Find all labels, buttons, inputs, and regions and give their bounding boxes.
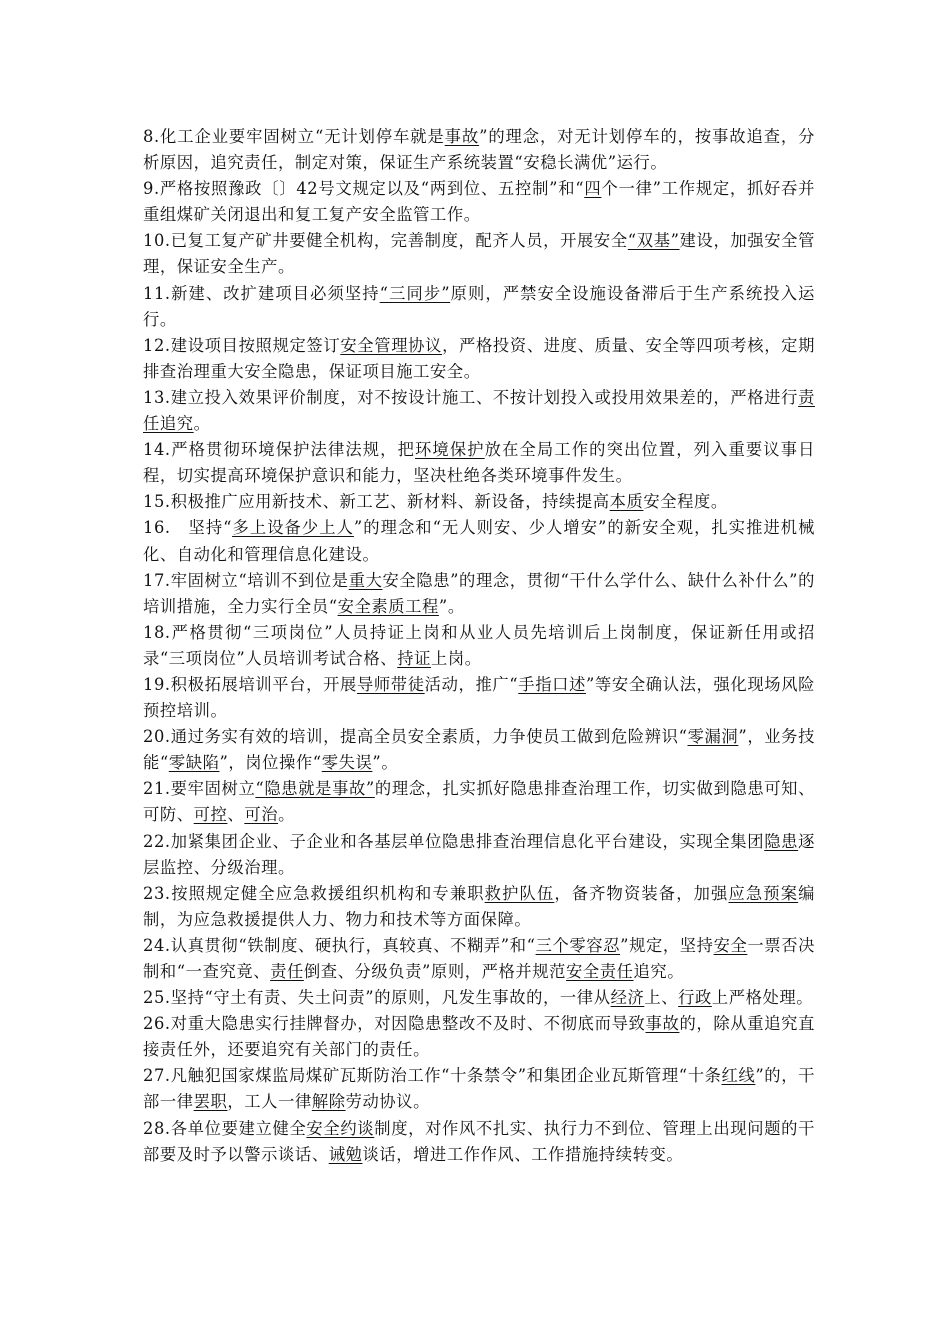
underlined-answer: 安全管理协议 (340, 335, 443, 355)
underlined-answer: 经济 (610, 988, 645, 1008)
list-item (143, 933, 815, 985)
underlined-answer: 事故 (444, 127, 480, 146)
text-segment: 谈话，增进工作作风、工作措施持续转变。 (362, 1144, 684, 1164)
list-item (143, 776, 815, 828)
text-segment: 编制，为应急救援提供人力、物力和技术等方面保障。 (143, 883, 815, 929)
text-segment: 活动，推广“ (424, 674, 519, 694)
list-item (143, 385, 815, 437)
underlined-answer: 安全素质工程 (337, 596, 439, 616)
text-segment: 个一律”工作规定，抓好吞并重组煤矿关闭退出和复工复产安全监管工作。 (143, 179, 816, 225)
list-item (143, 672, 815, 724)
text-segment: 26.对重大隐患实行挂牌督办，对因隐患整改不及时、不彻底而导致 (143, 1014, 646, 1034)
underlined-answer: “隐患就是事故” (255, 779, 375, 799)
text-segment: 逐层监控、分级治理。 (143, 831, 816, 877)
text-segment: 追究。 (633, 962, 685, 981)
underlined-answer: “双基” (627, 231, 680, 251)
underlined-answer: 红线 (721, 1066, 756, 1086)
text-segment: ，工人一律 (227, 1092, 312, 1112)
text-segment: ”规定，坚持 (620, 935, 714, 955)
document-body (143, 124, 815, 1168)
text-segment: ”。 (438, 596, 465, 616)
list-item (143, 437, 815, 489)
text-segment: ”。 (372, 753, 399, 773)
underlined-answer: 事故 (645, 1014, 680, 1034)
underlined-answer: 环境保护 (415, 440, 485, 460)
underlined-answer: 罢职 (193, 1092, 228, 1112)
underlined-answer: 三个零容忍 (535, 935, 621, 955)
list-item (143, 724, 815, 776)
list-item (143, 281, 815, 333)
list-item (143, 1011, 815, 1063)
text-segment: 11.新建、改扩建项目必须坚持 (143, 283, 380, 303)
text-segment: 9.严格按照豫政〔〕42号文规定以及“两到位、五控制”和“ (143, 179, 585, 199)
underlined-answer: 零失误 (321, 753, 373, 773)
list-item (143, 176, 815, 228)
underlined-answer: 零缺陷 (168, 753, 220, 773)
text-segment: 17.牢固树立“培训不到位是 (143, 570, 349, 590)
text-segment: 19.积极拓展培训平台，开展 (143, 674, 357, 694)
list-item (143, 620, 815, 672)
text-segment: 20.通过务实有效的培训，提高全员安全素质，力争使员工做到危险辨识“ (143, 727, 688, 747)
text-segment: ”，业务技能“ (143, 727, 815, 773)
text-segment: 、 (227, 805, 245, 825)
underlined-answer: 诫勉 (328, 1144, 363, 1164)
underlined-answer: 应急预案 (728, 883, 799, 903)
list-item (143, 829, 815, 881)
underlined-answer: 手指口述 (518, 674, 587, 694)
list-item (143, 489, 815, 515)
underlined-answer: 安全约谈 (306, 1118, 375, 1138)
underlined-answer: 行政 (678, 988, 712, 1008)
text-segment: 8.化工企业要牢固树立“无计划停车就是 (143, 127, 445, 146)
text-segment: ”等安全确认法，强化现场风险预控培训。 (143, 674, 816, 721)
underlined-answer: 责任 (270, 962, 304, 981)
text-segment: 原则，严禁安全设施设备滞后于生产系统投入运行。 (143, 283, 815, 329)
underlined-answer: 救护队伍 (484, 883, 555, 903)
text-segment: 10.已复工复产矿井要健全机构，完善制度，配齐人员，开展安全 (143, 231, 628, 251)
text-segment: 一票否决制和“一查究竟、 (143, 935, 815, 981)
underlined-answer: 本质 (609, 492, 644, 512)
text-segment: 21.要牢固树立 (143, 779, 256, 799)
text-segment: 24.认真贯彻“铁制度、硬执行，真较真、不糊弄”和“ (143, 935, 536, 955)
list-item (143, 333, 815, 385)
text-segment: ”的，干部一律 (143, 1066, 815, 1112)
text-segment: ，严格投资、进度、质量、安全等四项考核，定期排查治理重大安全隐患，保证项目施工安全。 (143, 335, 815, 381)
text-segment: 倒查、分级负责”原则，严格并规范 (303, 962, 567, 981)
underlined-answer: 解除 (311, 1092, 346, 1112)
text-segment: ，备齐物资装备，加强 (554, 883, 729, 903)
text-segment: 劳动协议。 (345, 1092, 431, 1112)
text-segment: 上严格处理。 (711, 988, 814, 1008)
underlined-answer: 持证 (397, 648, 431, 668)
text-segment: 18.严格贯彻“三项岗位”人员持证上岗和从业人员先培训后上岗制度，保证新任用或招录“三项岗位”人员培训考试合格、 (143, 622, 815, 668)
text-segment: 27.凡触犯国家煤监局煤矿瓦斯防治工作“十条禁令”和集团企业瓦斯管理“十条 (143, 1066, 722, 1086)
list-item (143, 881, 815, 933)
text-segment: ”的理念，对无计划停车的，按事故追查，分析原因，追究责任，制定对策，保证生产系统装置“安稳长满优”运行。 (143, 127, 815, 173)
text-segment: 15.积极推广应用新技术、新工艺、新材料、新设备，持续提高 (143, 492, 610, 512)
underlined-answer: 四 (584, 179, 602, 199)
underlined-answer: 可治 (244, 805, 279, 825)
text-segment: 。 (278, 805, 295, 825)
text-segment: 上岗。 (430, 648, 482, 668)
text-segment: 。 (193, 414, 211, 434)
underlined-answer: 多上设备少上人 (232, 518, 354, 538)
list-item (143, 1116, 815, 1168)
list-item (143, 1063, 815, 1115)
text-segment: 放在全局工作的突出位置，列入重要议事日程，切实提高环境保护意识和能力，坚决杜绝各类环境事件发生。 (143, 440, 815, 486)
text-segment: 安全隐患”的理念，贯彻“干什么学什么、缺什么补什么”的培训措施，全力实行全员“ (143, 570, 815, 616)
text-segment: ”，岗位操作“ (219, 753, 322, 773)
list-item (143, 228, 815, 280)
text-segment: 25.坚持“守土有责、失土问责”的原则，凡发生事故的，一律从 (143, 988, 611, 1008)
text-segment: 建设，加强安全管理，保证安全生产。 (143, 231, 815, 277)
text-segment: 16. 坚持“ (143, 518, 233, 538)
text-segment: 的，除从重追究直接责任外，还要追究有关部门的责任。 (143, 1014, 816, 1060)
text-segment: 22.加紧集团企业、子企业和各基层单位隐患排查治理信息化平台建设，实现全集团 (143, 831, 765, 851)
list-item (143, 985, 815, 1011)
underlined-answer: 重大 (348, 570, 383, 590)
text-segment: 14.严格贯彻环境保护法律法规，把 (143, 440, 416, 460)
text-segment: 制度，对作风不扎实、执行力不到位、管理上出现问题的干部要及时予以警示谈话、 (143, 1118, 815, 1164)
text-segment: 28.各单位要建立健全 (143, 1118, 307, 1138)
text-segment: 13.建立投入效果评价制度，对不按设计施工、不按计划投入或投用效果差的，严格进行 (143, 387, 799, 407)
text-segment: 的理念，扎实抓好隐患排查治理工作，切实做到隐患可知、可防、 (143, 779, 815, 825)
list-item (143, 568, 815, 620)
text-segment: 安全程度。 (643, 492, 728, 512)
underlined-answer: 零漏洞 (687, 727, 739, 747)
underlined-answer: 隐患 (764, 831, 799, 851)
underlined-answer: “三同步” (379, 283, 451, 303)
underlined-answer: 可控 (193, 805, 228, 825)
text-segment: 上、 (644, 988, 679, 1008)
underlined-answer: 责任追究 (143, 387, 815, 434)
underlined-answer: 安全责任 (566, 962, 634, 981)
underlined-answer: 安全 (713, 935, 748, 955)
underlined-answer: 导师带徒 (356, 674, 425, 694)
text-segment: 23.按照规定健全应急救援组织机构和专兼职 (143, 883, 485, 903)
list-item (143, 124, 815, 176)
text-segment: 12.建设项目按照规定签订 (143, 335, 341, 355)
list-item (143, 515, 815, 567)
text-segment: ”的理念和“无人则安、少人增安”的新安全观，扎实推进机械化、自动化和管理信息化建设。 (143, 518, 815, 564)
